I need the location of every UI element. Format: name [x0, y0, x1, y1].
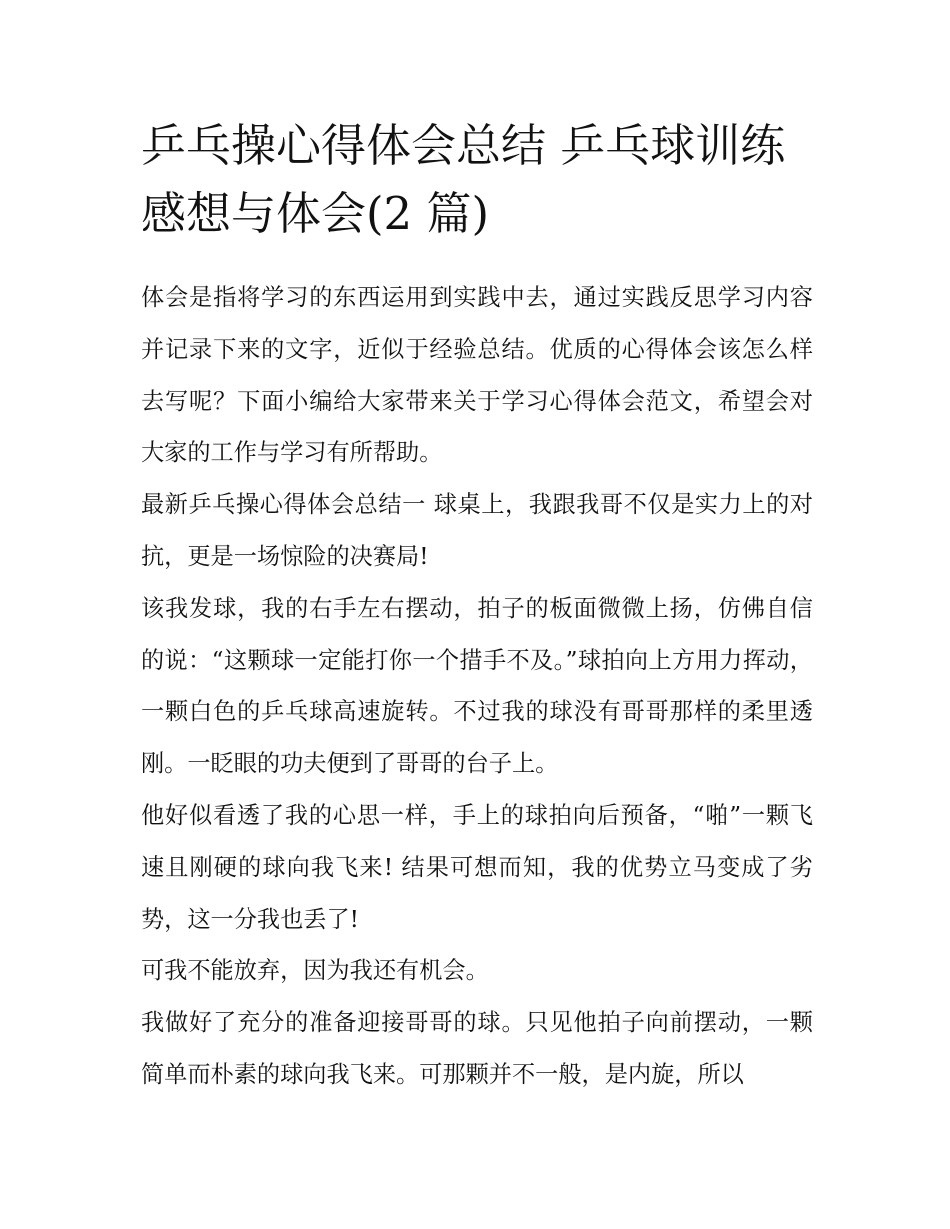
paragraph-3: 他好似看透了我的心思一样，手上的球拍向后预备，“啪”一颗飞速且刚硬的球向我飞来! 结果可想而知，我的优势立马变成了劣势，这一分我也丢了! — [141, 801, 813, 933]
document-body — [141, 112, 813, 1101]
paragraph-5: 我做好了充分的准备迎接哥哥的球。只见他拍子向前摆动，一颗简单而朴素的球向我飞来。可那颗并不一般，是内旋，所以 — [141, 1009, 813, 1088]
document-title: 乒乓操心得体会总结 乒乓球训练感想与体会(2 篇) — [141, 119, 786, 240]
paragraph-intro: 体会是指将学习的东西运用到实践中去，通过实践反思学习内容并记录下来的文字，近似于经验总结。优质的心得体会该怎么样去写呢？下面小编给大家带来关于学习心得体会范文，希望会对大家的工作与学习有所帮助。 — [141, 284, 813, 467]
paragraph-2: 该我发球，我的右手左右摆动，拍子的板面微微上扬，仿佛自信的说：“这颗球一定能打你一个措手不及。”球拍向上方用力挥动，一颗白色的乒乓球高速旋转。不过我的球没有哥哥那样的柔里透刚。一眨眼的功夫便到了哥哥的台子上。 — [141, 594, 813, 778]
paragraph-1: 最新乒乓操心得体会总结一 球桌上，我跟我哥不仅是实力上的对抗，更是一场惊险的决赛局! — [141, 491, 813, 570]
paragraph-4: 可我不能放弃，因为我还有机会。 — [141, 957, 489, 985]
